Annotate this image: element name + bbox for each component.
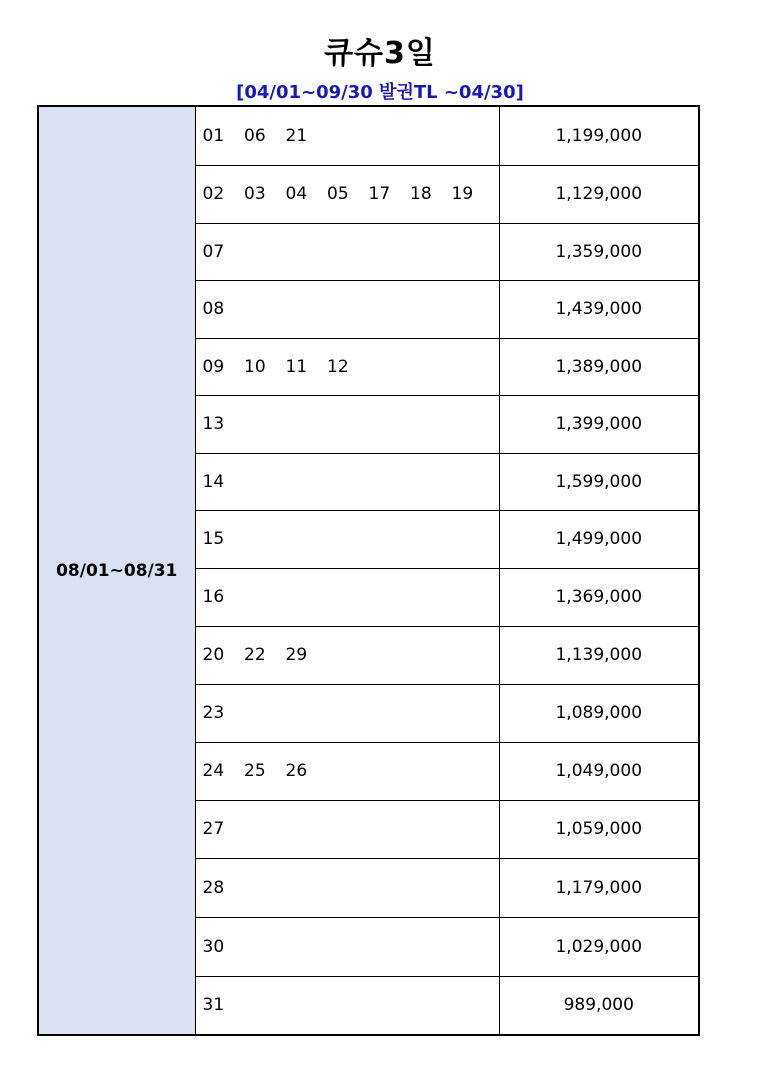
departure-date: 13 bbox=[202, 414, 225, 434]
departure-date: 22 bbox=[244, 645, 266, 665]
departure-date: 02 bbox=[202, 184, 225, 204]
departure-date: 07 bbox=[202, 241, 225, 262]
price-cell: 1,369,000 bbox=[499, 568, 699, 626]
price-cell: 1,439,000 bbox=[499, 280, 699, 338]
departure-dates-cell bbox=[195, 223, 499, 280]
departure-dates-cell bbox=[195, 742, 499, 800]
departure-dates-cell bbox=[195, 510, 499, 568]
ticketing-period-subtitle: [04/01~09/30 발권TL ~04/30] bbox=[236, 82, 524, 103]
price-cell: 1,599,000 bbox=[499, 453, 699, 510]
departure-date: 09 bbox=[202, 356, 225, 377]
departure-date: 12 bbox=[327, 356, 349, 377]
departure-dates-cell bbox=[195, 976, 499, 1035]
departure-dates-cell bbox=[195, 338, 499, 395]
price-cell: 1,399,000 bbox=[499, 395, 699, 453]
departure-date: 29 bbox=[285, 645, 308, 665]
departure-date: 15 bbox=[202, 529, 225, 549]
departure-date: 11 bbox=[285, 356, 308, 377]
departure-date: 08 bbox=[202, 299, 225, 319]
price-cell: 1,059,000 bbox=[499, 800, 699, 858]
departure-dates-cell bbox=[195, 165, 499, 223]
departure-date: 26 bbox=[285, 761, 308, 781]
price-cell: 1,179,000 bbox=[499, 858, 699, 917]
price-cell: 989,000 bbox=[499, 976, 699, 1035]
departure-dates-cell bbox=[195, 858, 499, 917]
page-title: 큐슈3일 bbox=[324, 36, 436, 71]
departure-dates-cell bbox=[195, 453, 499, 510]
departure-date: 30 bbox=[202, 936, 225, 957]
departure-date: 17 bbox=[368, 184, 391, 204]
departure-dates-cell bbox=[195, 395, 499, 453]
departure-date: 06 bbox=[244, 125, 266, 146]
departure-date: 28 bbox=[202, 877, 225, 898]
departure-date: 18 bbox=[410, 184, 432, 204]
departure-date: 23 bbox=[202, 703, 225, 723]
departure-date: 21 bbox=[285, 125, 308, 146]
departure-date: 03 bbox=[244, 184, 266, 204]
period-cell: 08/01~08/31 bbox=[38, 106, 195, 1035]
price-cell: 1,499,000 bbox=[499, 510, 699, 568]
departure-date: 19 bbox=[451, 184, 474, 204]
departure-date: 31 bbox=[202, 995, 225, 1016]
fare-table bbox=[37, 105, 700, 1036]
price-cell: 1,089,000 bbox=[499, 684, 699, 742]
price-cell: 1,199,000 bbox=[499, 106, 699, 165]
departure-dates-cell bbox=[195, 626, 499, 684]
departure-date: 27 bbox=[202, 819, 225, 839]
departure-date: 20 bbox=[202, 645, 225, 665]
departure-date: 24 bbox=[202, 761, 225, 781]
departure-date: 01 bbox=[202, 125, 225, 146]
departure-dates-cell bbox=[195, 568, 499, 626]
departure-dates-cell bbox=[195, 106, 499, 165]
departure-dates-cell bbox=[195, 917, 499, 976]
table-row bbox=[38, 106, 699, 165]
price-cell: 1,129,000 bbox=[499, 165, 699, 223]
departure-date: 10 bbox=[244, 356, 266, 377]
price-cell: 1,359,000 bbox=[499, 223, 699, 280]
price-cell: 1,139,000 bbox=[499, 626, 699, 684]
departure-dates-cell bbox=[195, 800, 499, 858]
departure-dates-cell bbox=[195, 280, 499, 338]
price-cell: 1,389,000 bbox=[499, 338, 699, 395]
price-cell: 1,049,000 bbox=[499, 742, 699, 800]
departure-date: 04 bbox=[285, 184, 308, 204]
departure-date: 16 bbox=[202, 587, 225, 607]
departure-date: 25 bbox=[244, 761, 266, 781]
departure-date: 05 bbox=[327, 184, 349, 204]
price-cell: 1,029,000 bbox=[499, 917, 699, 976]
departure-date: 14 bbox=[202, 471, 225, 492]
departure-dates-cell bbox=[195, 684, 499, 742]
